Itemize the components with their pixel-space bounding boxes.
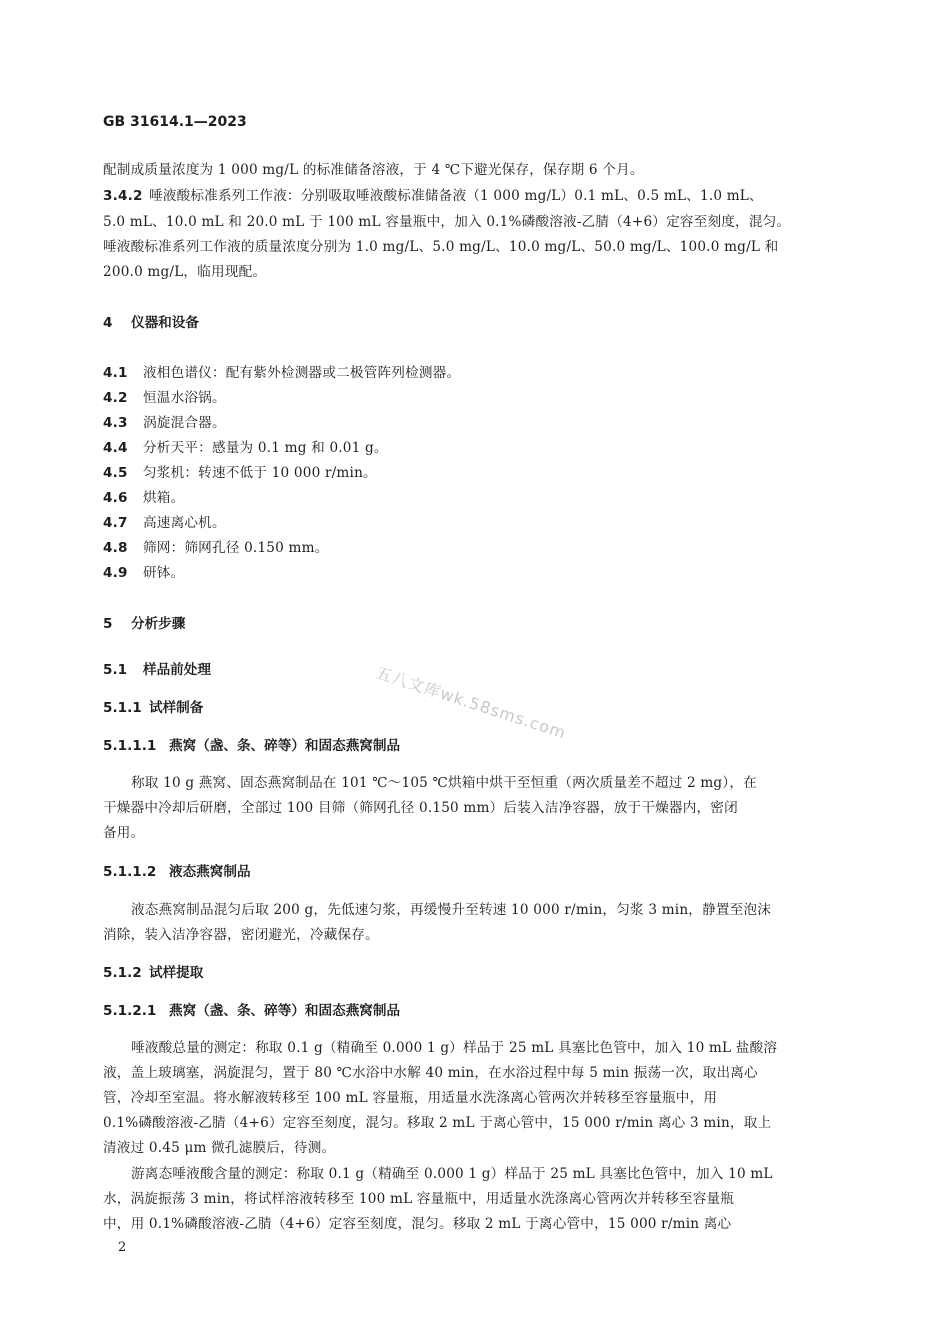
item-text: 烘箱。 [143, 490, 185, 506]
paragraph-line: 水，涡旋振荡 3 min，将试样溶液转移至 100 mL 容量瓶中，用适量水洗涤离心管两次并转移至容量瓶 [103, 1191, 735, 1207]
item-number: 4.5 [103, 465, 128, 481]
item-number: 4.7 [103, 515, 128, 531]
item-text: 液相色谱仪：配有紫外检测器或二极管阵列检测器。 [143, 365, 461, 381]
standard-header: GB 31614.1—2023 [103, 114, 247, 130]
subsection-number: 5.1 [103, 662, 128, 678]
paragraph-line: 配制成质量浓度为 1 000 mg/L 的标准储备溶液，于 4 ℃下避光保存，保存期 6 个月。 [103, 162, 644, 178]
paragraph-line: 管，冷却至室温。将水解液转移至 100 mL 容量瓶，用适量水洗涤离心管两次并转移至容量瓶中，用 [103, 1090, 718, 1106]
paragraph-line: 液，盖上玻璃塞，涡旋混匀，置于 80 ℃水浴中水解 40 min，在水浴过程中每 5 min 振荡一次，取出离心 [103, 1065, 758, 1081]
paragraph-line: 清液过 0.45 μm 微孔滤膜后，待测。 [103, 1140, 336, 1156]
item-text: 分析天平：感量为 0.1 mg 和 0.01 g。 [143, 440, 388, 456]
paragraph-line: 称取 10 g 燕窝、固态燕窝制品在 101 ℃～105 ℃烘箱中烘干至恒重（两次质量差不超过 2 mg），在 [131, 775, 757, 791]
subsection-title: 试样提取 [149, 965, 204, 981]
list-item [103, 511, 226, 531]
item-text: 恒温水浴锅。 [143, 390, 226, 406]
list-item [103, 411, 226, 431]
subsection-title: 样品前处理 [143, 662, 211, 678]
list-item [103, 486, 184, 506]
clause-3-4-2 [103, 184, 763, 204]
page-number: 2 [118, 1240, 127, 1255]
subsection-number: 5.1.2 [103, 965, 142, 981]
paragraph-line: 消除，装入洁净容器，密闭避光，冷藏保存。 [103, 927, 379, 943]
item-text: 研钵。 [143, 565, 185, 581]
list-item [103, 361, 460, 381]
subsection-number: 5.1.1.1 [103, 738, 157, 754]
clause-text: 唾液酸标准系列工作液：分别吸取唾液酸标准储备液（1 000 mg/L）0.1 mL、0.5 mL、1.0 mL、 [149, 188, 763, 204]
item-number: 4.2 [103, 390, 128, 406]
subsection-number: 5.1.2.1 [103, 1003, 157, 1019]
clause-number: 3.4.2 [103, 188, 143, 204]
list-item [103, 386, 226, 406]
paragraph-line: 备用。 [103, 825, 145, 841]
paragraph-line: 200.0 mg/L，临用现配。 [103, 264, 267, 280]
watermark: 五八文库wk.58sms.com [373, 662, 569, 743]
section-5-heading [103, 612, 185, 632]
paragraph-line: 5.0 mL、10.0 mL 和 20.0 mL 于 100 mL 容量瓶中，加入 0.1%磷酸溶液-乙腈（4+6）定容至刻度，混匀。 [103, 214, 791, 230]
item-text: 筛网：筛网孔径 0.150 mm。 [143, 540, 329, 556]
item-text: 匀浆机：转速不低于 10 000 r/min。 [143, 465, 377, 481]
item-number: 4.3 [103, 415, 128, 431]
list-item [103, 561, 184, 581]
subsection-title: 液态燕窝制品 [169, 864, 251, 880]
subsection-5-1-1-1-heading [103, 734, 400, 754]
item-number: 4.9 [103, 565, 128, 581]
section-number: 4 [103, 315, 113, 331]
paragraph-line: 中，用 0.1%磷酸溶液-乙腈（4+6）定容至刻度，混匀。移取 2 mL 于离心管中，15 000 r/min 离心 [103, 1216, 732, 1232]
section-4-heading [103, 311, 199, 331]
list-item [103, 536, 329, 556]
subsection-5-1-2-heading [103, 961, 203, 981]
paragraph-line: 0.1%磷酸溶液-乙腈（4+6）定容至刻度，混匀。移取 2 mL 于离心管中，15 000 r/min 离心 3 min，取上 [103, 1115, 772, 1131]
subsection-title: 燕窝（盏、条、碎等）和固态燕窝制品 [169, 738, 401, 754]
paragraph-line: 干燥器中冷却后研磨，全部过 100 目筛（筛网孔径 0.150 mm）后装入洁净容器，放于干燥器内，密闭 [103, 800, 738, 816]
subsection-title: 燕窝（盏、条、碎等）和固态燕窝制品 [169, 1003, 401, 1019]
item-text: 高速离心机。 [143, 515, 226, 531]
item-text: 涡旋混合器。 [143, 415, 226, 431]
item-number: 4.8 [103, 540, 128, 556]
section-title: 分析步骤 [131, 616, 186, 632]
paragraph-line: 游离态唾液酸含量的测定：称取 0.1 g（精确至 0.000 1 g）样品于 25 mL 具塞比色管中，加入 10 mL [131, 1166, 773, 1182]
subsection-5-1-2-1-heading [103, 999, 400, 1019]
subsection-number: 5.1.1.2 [103, 864, 157, 880]
paragraph-line: 唾液酸标准系列工作液的质量浓度分别为 1.0 mg/L、5.0 mg/L、10.0 mg/L、50.0 mg/L、100.0 mg/L 和 [103, 239, 779, 255]
subsection-number: 5.1.1 [103, 700, 142, 716]
section-title: 仪器和设备 [131, 315, 199, 331]
subsection-5-1-1-heading [103, 696, 203, 716]
subsection-5-1-heading [103, 658, 211, 678]
item-number: 4.6 [103, 490, 128, 506]
paragraph-line: 液态燕窝制品混匀后取 200 g，先低速匀浆，再缓慢升至转速 10 000 r/min，匀浆 3 min，静置至泡沫 [131, 902, 772, 918]
section-number: 5 [103, 616, 113, 632]
item-number: 4.1 [103, 365, 128, 381]
subsection-title: 试样制备 [149, 700, 204, 716]
paragraph-line: 唾液酸总量的测定：称取 0.1 g（精确至 0.000 1 g）样品于 25 mL 具塞比色管中，加入 10 mL 盐酸溶 [131, 1040, 778, 1056]
item-number: 4.4 [103, 440, 128, 456]
list-item [103, 461, 377, 481]
list-item [103, 436, 388, 456]
subsection-5-1-1-2-heading [103, 860, 251, 880]
